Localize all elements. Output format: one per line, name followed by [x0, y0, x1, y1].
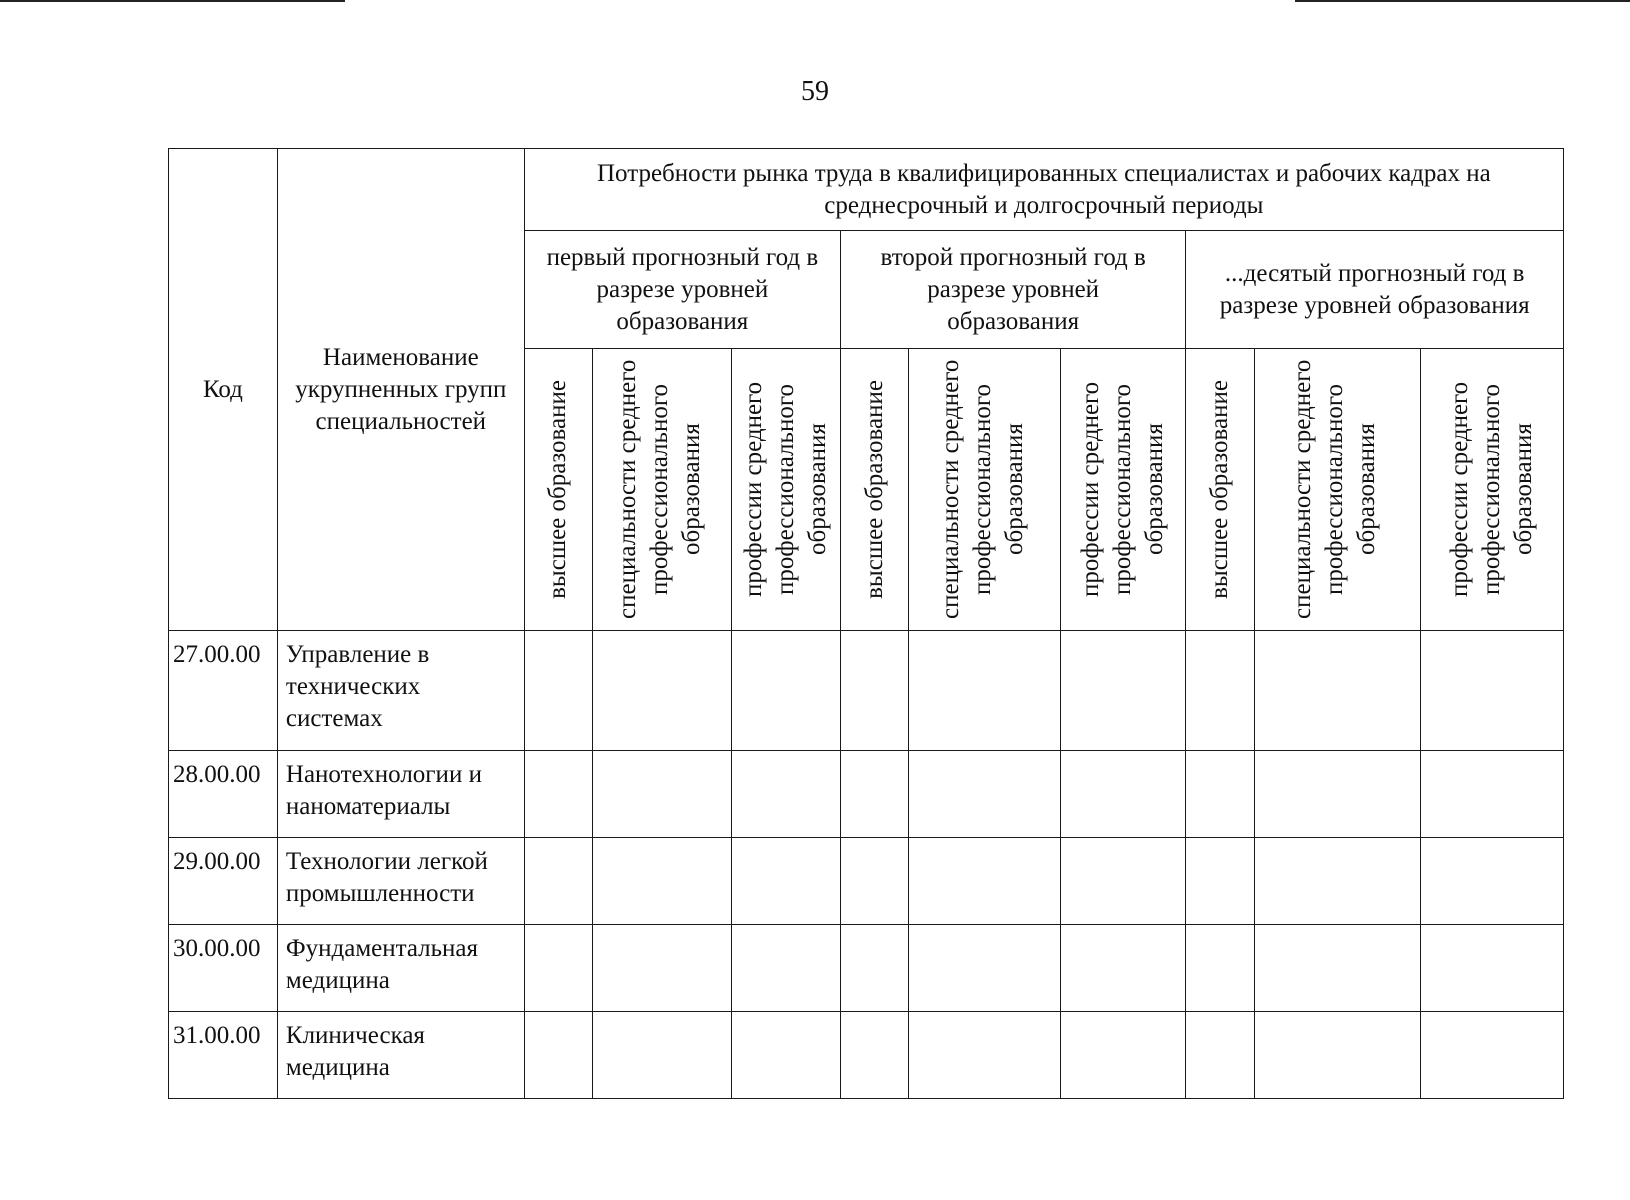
- data-cell: [732, 838, 841, 925]
- top-rule-left: [0, 0, 345, 2]
- header-year-1-text: первый прогнозный год в разрезе уровней образования: [546, 243, 819, 335]
- data-cell: [732, 1012, 841, 1099]
- row-name: Фундаментальная медицина: [277, 925, 524, 1012]
- level-spo-spec-y2-text: специальности среднего профессионального образования: [936, 359, 1028, 620]
- data-cell: [1420, 1012, 1563, 1099]
- level-spo-prof-y10-text: профессии среднего профессионального образования: [1445, 381, 1537, 598]
- data-cell: [1420, 631, 1563, 751]
- row-code: 29.00.00: [169, 838, 278, 925]
- header-name: [277, 149, 524, 631]
- header-year-2: [841, 231, 1186, 349]
- level-higher-y2: [841, 349, 909, 631]
- data-cell: [1060, 925, 1185, 1012]
- header-year-1: [524, 231, 840, 349]
- data-cell: [1420, 838, 1563, 925]
- data-cell: [841, 925, 909, 1012]
- header-year-10: [1186, 231, 1564, 349]
- level-spo-spec-y10-text: специальности среднего профессионального образования: [1289, 359, 1381, 620]
- row-name: Управление в технических системах: [277, 631, 524, 751]
- row-code: 28.00.00: [169, 751, 278, 838]
- data-cell: [732, 925, 841, 1012]
- table-row: [169, 631, 1564, 751]
- row-name: Клиническая медицина: [277, 1012, 524, 1099]
- table-row: [169, 838, 1564, 925]
- data-cell: [841, 631, 909, 751]
- level-spo-prof-y10: [1420, 349, 1563, 631]
- data-cell: [593, 631, 732, 751]
- level-higher-y10: [1186, 349, 1254, 631]
- data-cell: [1420, 751, 1563, 838]
- data-cell: [524, 751, 592, 838]
- data-cell: [841, 751, 909, 838]
- table-row: [169, 925, 1564, 1012]
- table-row: [169, 751, 1564, 838]
- data-cell: [1254, 925, 1420, 1012]
- data-cell: [841, 1012, 909, 1099]
- header-year-10-text: ...десятый прогнозный год в разрезе уровней образования: [1219, 259, 1530, 319]
- level-spo-spec-y10: [1254, 349, 1420, 631]
- data-cell: [732, 751, 841, 838]
- data-cell: [1060, 1012, 1185, 1099]
- header-code-text: Код: [202, 375, 243, 403]
- level-spo-prof-y2: [1060, 349, 1185, 631]
- header-main: [524, 149, 1563, 231]
- level-spo-spec-y1: [593, 349, 732, 631]
- data-cell: [1254, 751, 1420, 838]
- level-higher-y1-text: высшее образование: [544, 380, 572, 599]
- level-higher-y1: [524, 349, 592, 631]
- data-cell: [1254, 838, 1420, 925]
- data-cell: [1254, 631, 1420, 751]
- data-cell: [1186, 925, 1254, 1012]
- data-cell: [909, 1012, 1060, 1099]
- row-code: 30.00.00: [169, 925, 278, 1012]
- data-cell: [524, 1012, 592, 1099]
- level-higher-y2-text: высшее образование: [860, 380, 888, 599]
- data-cell: [909, 925, 1060, 1012]
- level-spo-prof-y1-text: профессии среднего профессионального образования: [740, 381, 832, 598]
- forecast-table: [168, 148, 1564, 1099]
- data-cell: [1060, 751, 1185, 838]
- data-cell: [909, 631, 1060, 751]
- header-code: [169, 149, 278, 631]
- data-cell: [1186, 751, 1254, 838]
- data-cell: [909, 751, 1060, 838]
- data-cell: [593, 1012, 732, 1099]
- data-cell: [593, 925, 732, 1012]
- header-name-text: Наименование укрупненных групп специальностей: [295, 343, 507, 435]
- data-cell: [524, 838, 592, 925]
- data-cell: [1420, 925, 1563, 1012]
- data-cell: [524, 925, 592, 1012]
- table-row: [169, 1012, 1564, 1099]
- data-cell: [909, 838, 1060, 925]
- row-code: 31.00.00: [169, 1012, 278, 1099]
- data-cell: [1060, 838, 1185, 925]
- data-cell: [1254, 1012, 1420, 1099]
- data-cell: [1186, 838, 1254, 925]
- top-rule-right: [1295, 0, 1630, 2]
- data-cell: [732, 631, 841, 751]
- row-name: Технологии легкой промышленности: [277, 838, 524, 925]
- level-spo-spec-y1-text: специальности среднего профессионального образования: [614, 359, 706, 620]
- row-name: Нанотехнологии и наноматериалы: [277, 751, 524, 838]
- data-cell: [841, 838, 909, 925]
- level-higher-y10-text: высшее образование: [1206, 380, 1234, 599]
- page-number: 59: [801, 76, 829, 107]
- data-cell: [1186, 631, 1254, 751]
- level-spo-prof-y1: [732, 349, 841, 631]
- header-main-text: Потребности рынка труда в квалифицированных специалистах и рабочих кадрах на среднесрочный и долгосрочный периоды: [596, 159, 1491, 219]
- data-cell: [1186, 1012, 1254, 1099]
- level-spo-prof-y2-text: профессии среднего профессионального образования: [1077, 381, 1169, 598]
- data-cell: [1060, 631, 1185, 751]
- data-cell: [593, 751, 732, 838]
- row-code: 27.00.00: [169, 631, 278, 751]
- header-year-2-text: второй прогнозный год в разрезе уровней образования: [880, 243, 1146, 335]
- data-cell: [593, 838, 732, 925]
- level-spo-spec-y2: [909, 349, 1060, 631]
- data-cell: [524, 631, 592, 751]
